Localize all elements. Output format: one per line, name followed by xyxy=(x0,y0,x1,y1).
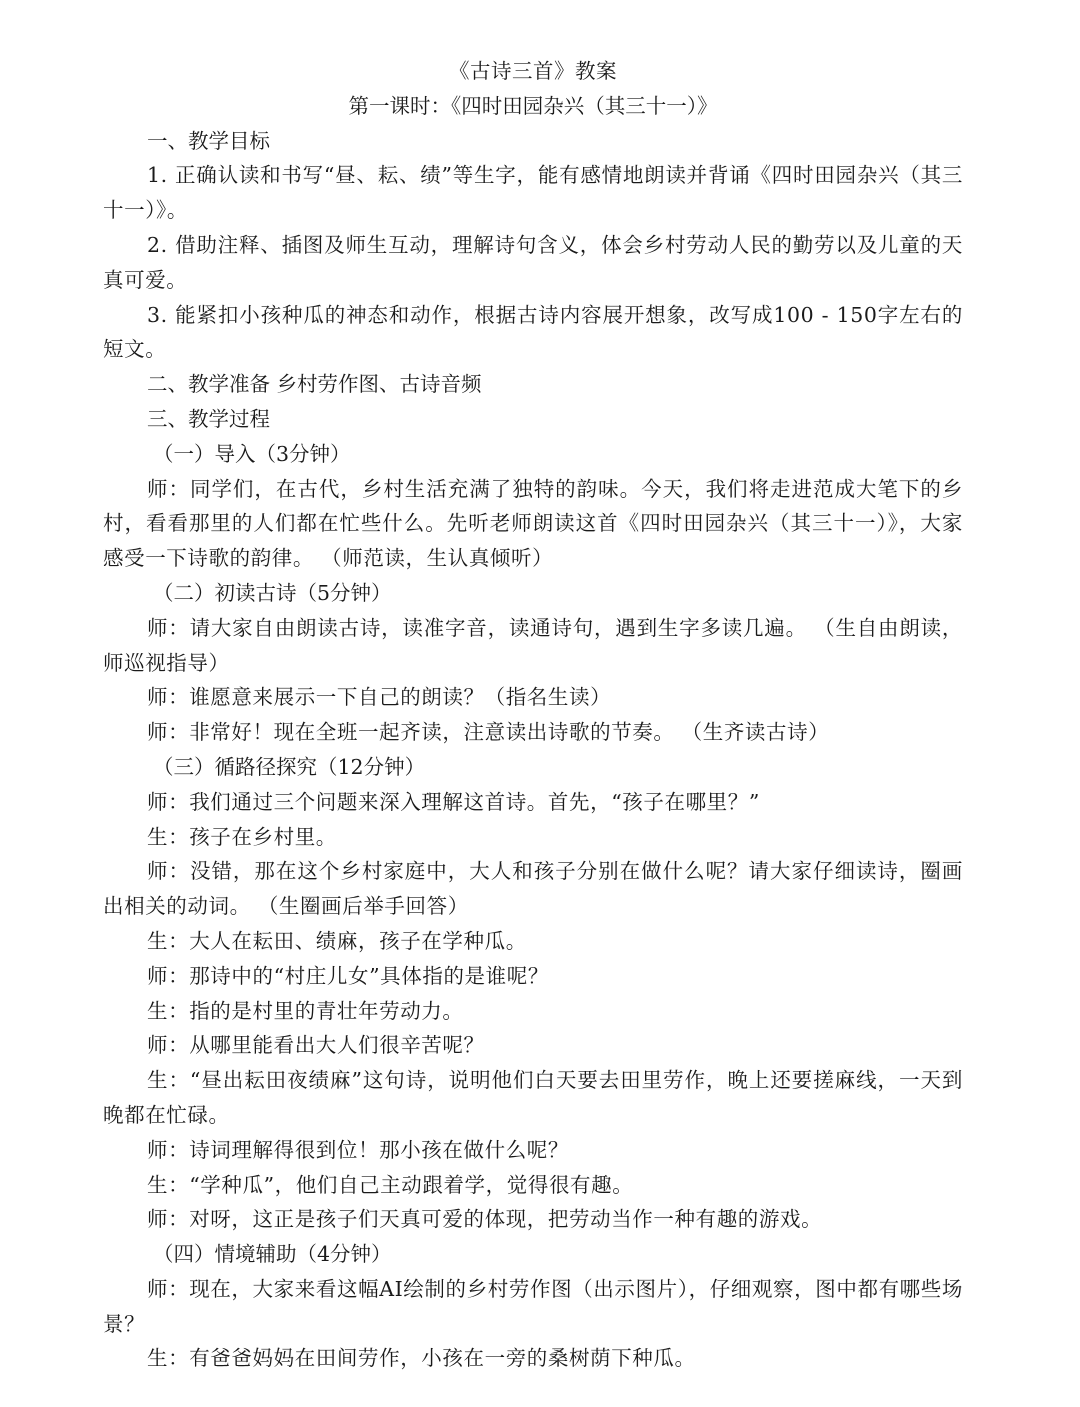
dialogue-line: 师：请大家自由朗读古诗，读准字音，读通诗句，遇到生字多读几遍。 （生自由朗读，师巡视指导） xyxy=(103,615,963,675)
section-heading: 三、教学过程 xyxy=(147,406,270,431)
dialogue-line: 师：那诗中的“村庄儿女”具体指的是谁呢？ xyxy=(147,963,549,988)
dialogue-line: 师：现在，大家来看这幅AI绘制的乡村劳作图（出示图片），仔细观察，图中都有哪些场景？ xyxy=(103,1276,963,1336)
lesson-subtitle: 第一课时：《四时田园杂兴（其三十一）》 xyxy=(348,93,718,118)
document-body xyxy=(103,124,963,1377)
dialogue-line: 师：我们通过三个问题来深入理解这首诗。首先，“孩子在哪里？” xyxy=(147,789,760,814)
dialogue-line: 师：对呀，这正是孩子们天真可爱的体现，把劳动当作一种有趣的游戏。 xyxy=(147,1207,823,1232)
objective-item: 1. 正确认读和书写“昼、耘、绩”等生字，能有感情地朗读并背诵《四时田园杂兴（其三十一）》。 xyxy=(103,163,963,223)
dialogue-line: 师：从哪里能看出大人们很辛苦呢？ xyxy=(147,1033,485,1058)
section-heading: 一、教学目标 xyxy=(147,128,270,153)
lesson-plan-page xyxy=(103,54,963,1376)
objective-item: 2. 借助注释、插图及师生互动，理解诗句含义，体会乡村劳动人民的勤劳以及儿童的天真可爱。 xyxy=(103,232,963,292)
subsection-heading: （三）循路径探究（12分钟） xyxy=(153,754,426,779)
dialogue-line: 师：诗词理解得很到位！那小孩在做什么呢？ xyxy=(147,1137,569,1162)
section-heading: 二、教学准备 乡村劳作图、古诗音频 xyxy=(147,372,482,397)
dialogue-line: 师：非常好！现在全班一起齐读，注意读出诗歌的节奏。 （生齐读古诗） xyxy=(147,720,830,745)
subsection-heading: （四）情境辅助（4分钟） xyxy=(153,1242,392,1267)
dialogue-line: 师：谁愿意来展示一下自己的朗读？（指名生读） xyxy=(147,685,612,710)
dialogue-line: 生：有爸爸妈妈在田间劳作，小孩在一旁的桑树荫下种瓜。 xyxy=(147,1346,696,1371)
dialogue-line: 生：指的是村里的青壮年劳动力。 xyxy=(147,998,464,1023)
dialogue-line: 生：“学种瓜”，他们自己主动跟着学，觉得很有趣。 xyxy=(147,1172,634,1197)
objective-item: 3. 能紧扣小孩种瓜的神态和动作，根据古诗内容展开想象，改写成100 - 150字左右的短文。 xyxy=(103,302,963,362)
document-title: 《古诗三首》教案 xyxy=(449,59,617,83)
dialogue-line: 生：“昼出耘田夜绩麻”这句诗，说明他们白天要去田里劳作，晚上还要搓麻线，一天到晚都在忙碌。 xyxy=(103,1068,963,1127)
subsection-heading: （一）导入（3分钟） xyxy=(153,441,351,466)
dialogue-line: 生：孩子在乡村里。 xyxy=(147,824,337,849)
dialogue-line: 师：同学们，在古代，乡村生活充满了独特的韵味。今天，我们将走进范成大笔下的乡村，看看那里的人们都在忙些什么。先听老师朗读这首《四时田园杂兴（其三十一）》，大家感受一下诗歌的韵律。 （师范读，生认真倾听） xyxy=(103,476,963,571)
dialogue-line: 生：大人在耘田、绩麻，孩子在学种瓜。 xyxy=(147,928,527,953)
dialogue-line: 师：没错，那在这个乡村家庭中，大人和孩子分别在做什么呢？请大家仔细读诗，圈画出相关的动词。 （生圈画后举手回答） xyxy=(103,859,963,919)
subsection-heading: （二）初读古诗（5分钟） xyxy=(153,580,392,605)
